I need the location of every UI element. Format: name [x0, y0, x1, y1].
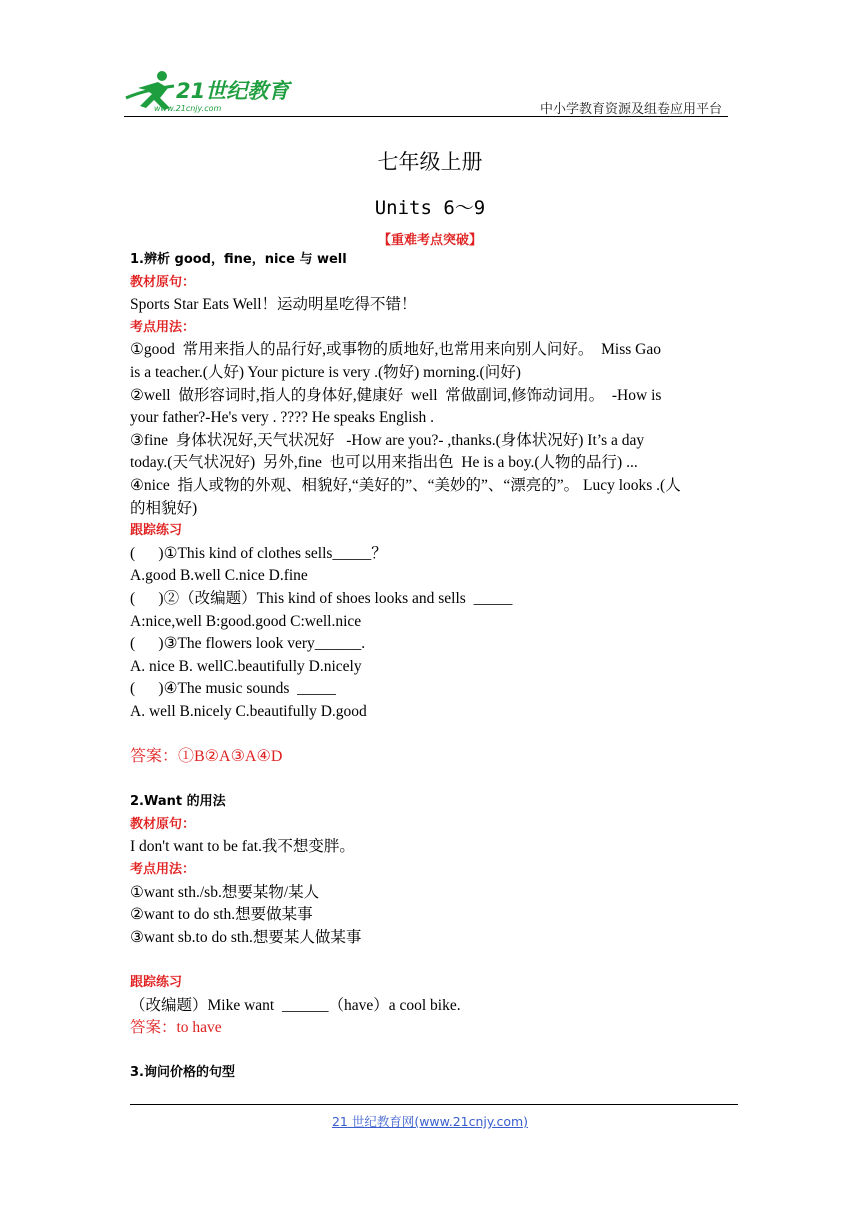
- spacer: [130, 723, 732, 746]
- text-line: 跟踪练习: [130, 523, 183, 539]
- text-line: A. well B.nicely C.beautifully D.good: [130, 702, 367, 720]
- spacer: [130, 1040, 732, 1063]
- section-heading: 【重难考点突破】: [377, 233, 482, 248]
- text-line: Sports Star Eats Well！运动明星吃得不错！: [130, 296, 417, 314]
- text-line: 教材原句：: [130, 274, 196, 290]
- text-line: 考点用法：: [130, 862, 196, 878]
- text-line: 答案：①B②A③A④D: [130, 748, 283, 766]
- spacer: [130, 949, 732, 972]
- text-line: （改编题）Mike want ______（have）a cool bike.: [130, 996, 461, 1014]
- text-line: 2.Want 的用法: [130, 794, 226, 810]
- text-line: 答案：to have: [130, 1019, 222, 1037]
- page-header: [124, 64, 724, 122]
- text-line: ③want sb.to do sth.想要某人做某事: [130, 928, 362, 946]
- text-line: ①want sth./sb.想要某物/某人: [130, 883, 320, 901]
- text-line: today.(天气状况好) 另外,fine 也可以用来指出色 He is a boy.(人物的品行) ...: [130, 454, 638, 472]
- svg-text:www.21cnjy.com: www.21cnjy.com: [154, 104, 222, 113]
- text-line: ②well 做形容词时,指人的身体好,健康好 well 常做副词,修饰动词用。 -How is: [130, 386, 662, 404]
- text-line: ②want to do sth.想要做某事: [130, 906, 313, 924]
- text-line: 跟踪练习: [130, 975, 183, 990]
- text-line: A:nice,well B:good.good C:well.nice: [130, 612, 362, 630]
- platform-name: 中小学教育资源及组卷应用平台: [539, 102, 722, 117]
- footer-link[interactable]: 21 世纪教育网(www.21cnjy.com): [331, 1114, 529, 1129]
- header-divider: [124, 116, 728, 117]
- text-line: ④nice 指人或物的外观、相貌好,“美好的”、“美妙的”、“漂亮的”。 Lucy looks .(人: [130, 476, 681, 494]
- text-line: ③fine 身体状况好,天气状况好 -How are you?- ,thanks.(身体状况好) It’s a day: [130, 431, 645, 449]
- document-body: [130, 249, 732, 1085]
- logo-21cnjy: [124, 68, 294, 114]
- text-line: ( )③The flowers look very______.: [130, 635, 366, 653]
- text-line: 考点用法：: [130, 319, 196, 335]
- text-line: ①good 常用来指人的品行好,或事物的质地好,也常用来向别人问好。 Miss Gao: [130, 341, 661, 359]
- text-line: 1.辨析 good，fine，nice 与 well: [130, 252, 347, 267]
- text-line: 3.询问价格的句型: [130, 1065, 235, 1081]
- svg-text:21世纪教育: 21世纪教育: [176, 79, 290, 103]
- text-line: 教材原句：: [130, 816, 196, 832]
- page-subtitle: Units 6～9: [374, 197, 486, 219]
- footer-divider: [130, 1104, 738, 1105]
- text-line: I don't want to be fat.我不想变胖。: [130, 838, 355, 856]
- page-title: 七年级上册: [377, 150, 483, 174]
- text-line: 的相貌好): [130, 499, 198, 517]
- text-line: A.good B.well C.nice D.fine: [130, 567, 308, 585]
- text-line: ( )①This kind of clothes sells_____？: [130, 544, 387, 562]
- text-line: A. nice B. wellC.beautifully D.nicely: [130, 657, 362, 675]
- text-line: is a teacher.(人好) Your picture is very .(物好) morning.(问好): [130, 363, 521, 381]
- text-line: your father?-He's very . ???? He speaks English .: [130, 409, 435, 427]
- text-line: ( )④The music sounds _____: [130, 680, 336, 698]
- spacer: [130, 769, 732, 792]
- text-line: ( )②（改编题）This kind of shoes looks and sells _____: [130, 589, 513, 607]
